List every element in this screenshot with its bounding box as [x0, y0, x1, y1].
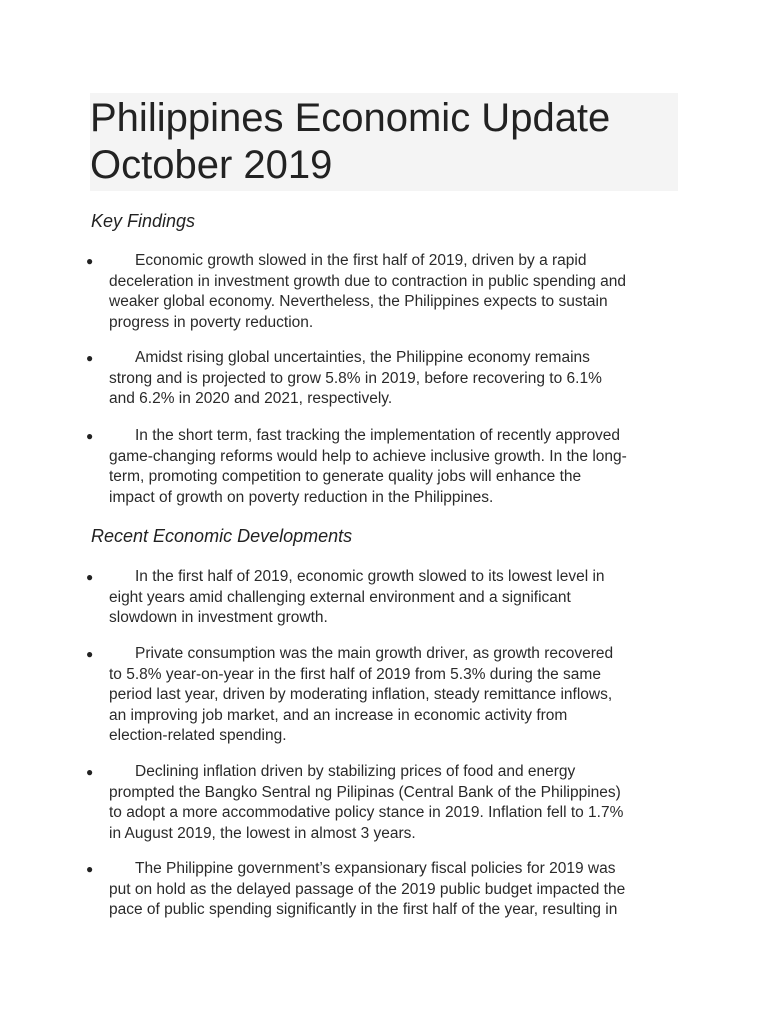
list-item-text-line: put on hold as the delayed passage of the 2019 public budget impacted the: [109, 880, 626, 898]
list-item-text-line: in August 2019, the lowest in almost 3 years.: [109, 824, 416, 842]
list-item-text-line: impact of growth on poverty reduction in the Philippines.: [109, 488, 494, 506]
list-item-text-line: strong and is projected to grow 5.8% in 2019, before recovering to 6.1%: [109, 369, 602, 387]
list-item-text-line: The Philippine government’s expansionary fiscal policies for 2019 was: [135, 860, 616, 877]
list-item-text-line: and 6.2% in 2020 and 2021, respectively.: [109, 390, 393, 407]
list-item-text-line: term, promoting competition to generate quality jobs will enhance the: [109, 468, 582, 485]
section-heading-key-findings: Key Findings: [91, 211, 196, 231]
list-item-text-line: progress in poverty reduction.: [109, 313, 314, 331]
bullet-icon: ●: [86, 254, 94, 268]
list-item-text-line: In the short term, fast tracking the implementation of recently approved: [135, 427, 621, 444]
bullet-icon: ●: [86, 570, 94, 584]
bullet-icon: ●: [86, 429, 94, 443]
title-block: [90, 93, 678, 191]
list-item-text-line: deceleration in investment growth due to contraction in public spending and: [109, 272, 626, 290]
page-title-line-2: October 2019: [90, 143, 333, 187]
list-item-text-line: to 5.8% year-on-year in the first half of 2019 from 5.3% during the same: [109, 665, 601, 683]
list-item-text-line: Amidst rising global uncertainties, the Philippine economy remains: [135, 349, 590, 366]
list-item-text-line: election-related spending.: [109, 727, 287, 744]
list-item-text-line: pace of public spending significantly in the first half of the year, resulting in: [109, 901, 618, 918]
list-item-text-line: eight years amid challenging external environment and a significant: [109, 588, 571, 606]
section-heading-recent-developments: Recent Economic Developments: [91, 526, 353, 546]
bullet-icon: ●: [86, 862, 94, 876]
page-title-line-1: Philippines Economic Update: [90, 96, 611, 140]
list-item-text-line: Private consumption was the main growth driver, as growth recovered: [135, 645, 614, 662]
list-item-text-line: period last year, driven by moderating inflation, steady remittance inflows,: [109, 686, 613, 703]
bullet-icon: ●: [86, 765, 94, 779]
list-item-text-line: prompted the Bangko Sentral ng Pilipinas (Central Bank of the Philippines): [109, 783, 621, 801]
list-item-text-line: game-changing reforms would help to achieve inclusive growth. In the long-: [109, 447, 627, 465]
list-item-text-line: to adopt a more accommodative policy stance in 2019. Inflation fell to 1.7%: [109, 804, 624, 821]
list-item-text-line: Declining inflation driven by stabilizing prices of food and energy: [135, 763, 576, 780]
list-item-text-line: slowdown in investment growth.: [109, 609, 328, 626]
bullet-icon: ●: [86, 351, 94, 365]
list-item-text-line: Economic growth slowed in the first half of 2019, driven by a rapid: [135, 252, 587, 269]
list-item-text-line: In the first half of 2019, economic growth slowed to its lowest level in: [135, 568, 605, 585]
list-item-text-line: weaker global economy. Nevertheless, the Philippines expects to sustain: [109, 293, 608, 310]
list-item-text-line: an improving job market, and an increase in economic activity from: [109, 706, 568, 724]
bullet-icon: ●: [86, 647, 94, 661]
